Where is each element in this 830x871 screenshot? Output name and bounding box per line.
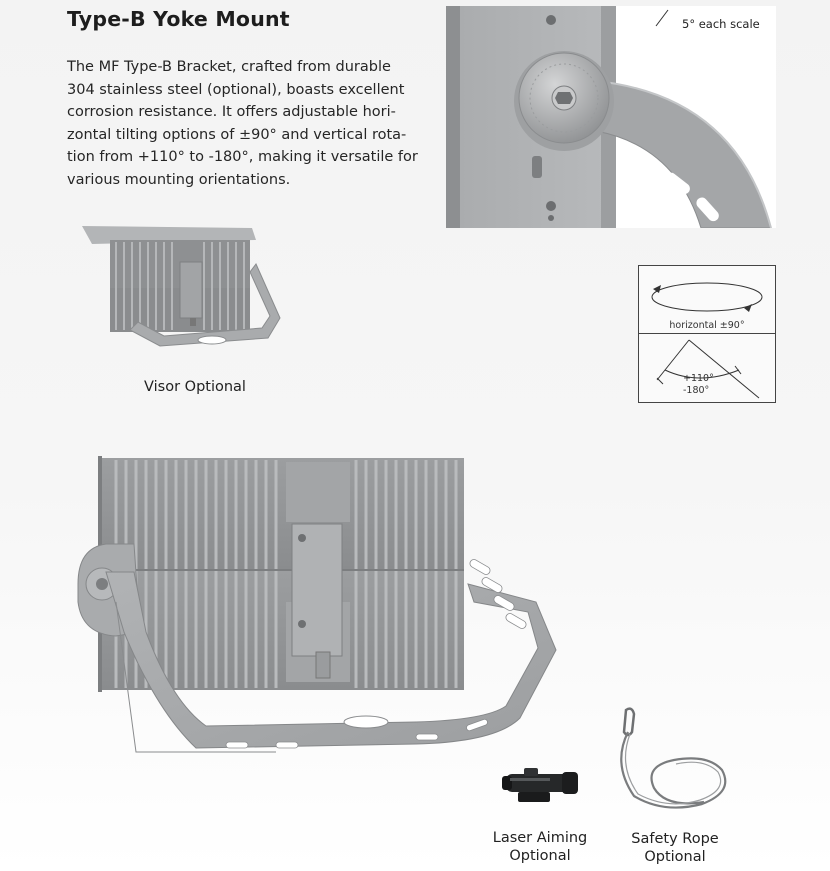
description-line: tion from +110° to -180°, making it versatile for — [67, 149, 418, 166]
horizontal-rotation-label: horizontal ±90° — [669, 320, 745, 331]
visor-caption — [120, 378, 270, 396]
laser-caption-line1: Laser Aiming — [492, 830, 588, 846]
visor-floodlight-illustration — [80, 222, 290, 362]
page-title: Type-B Yoke Mount — [67, 7, 290, 31]
laser-device-illustration — [496, 760, 586, 812]
laser-caption-line2: Optional — [509, 848, 571, 864]
description — [67, 56, 427, 192]
description-line: corrosion resistance. It offers adjustable hori- — [67, 104, 396, 121]
safety-rope-image — [604, 704, 744, 814]
rope-caption-line2: Optional — [644, 849, 706, 865]
floodlight-yoke-illustration — [76, 452, 566, 766]
scale-annotation: 5° each scale — [682, 17, 760, 31]
rotation-diagram — [638, 265, 776, 403]
scale-knob-illustration — [446, 6, 776, 228]
vertical-rotation-label-top: +110° — [683, 373, 714, 384]
safety-rope-illustration — [604, 704, 744, 814]
laser-aiming-caption — [476, 829, 604, 865]
diagram-divider — [639, 333, 775, 334]
laser-aiming-image — [496, 760, 586, 812]
description-line: 304 stainless steel (optional), boasts excellent — [67, 81, 405, 98]
description-line: The MF Type-B Bracket, crafted from durable — [67, 59, 391, 75]
vertical-rotation-label-bottom: -180° — [683, 385, 710, 396]
visor-caption-text: Visor Optional — [144, 379, 246, 395]
description-line: zontal tilting options of ±90° and vertical rota- — [67, 126, 407, 143]
visor-product-image — [80, 222, 290, 362]
main-floodlight-image — [76, 452, 566, 766]
description-line: various mounting orientations. — [67, 171, 291, 188]
scale-knob-photo — [446, 6, 776, 228]
rope-caption-line1: Safety Rope — [631, 831, 719, 847]
safety-rope-caption — [612, 830, 738, 866]
